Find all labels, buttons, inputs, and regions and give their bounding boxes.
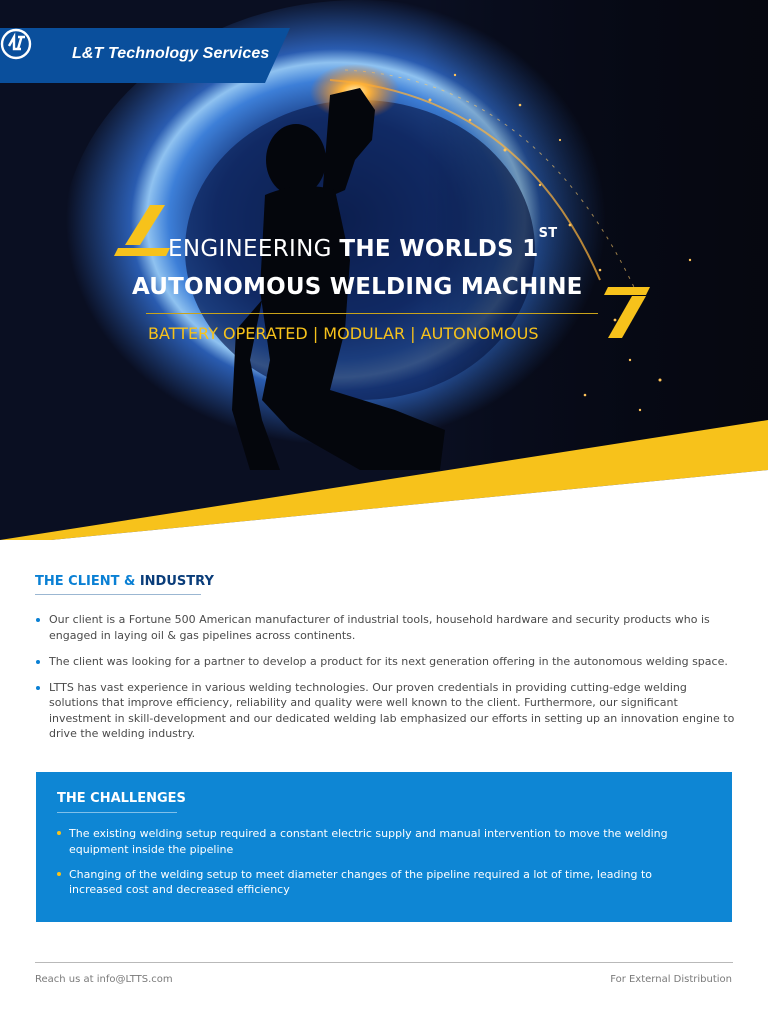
client-heading-main: INDUSTRY [139, 574, 214, 589]
client-bullet-list [35, 612, 735, 752]
lt-logo-icon [0, 28, 32, 60]
list-item: Our client is a Fortune 500 American manufacturer of industrial tools, household hardware and security products who is engaged in laying oil & gas pipelines across continents. [35, 612, 735, 643]
brand-header [0, 28, 290, 83]
footer-distribution-note: For External Distribution [610, 974, 732, 985]
hero-title-divider [146, 313, 598, 314]
hero-title-line-1 [168, 226, 558, 262]
footer-divider [35, 962, 733, 963]
list-item: LTTS has vast experience in various welding technologies. Our proven credentials in providing cutting-edge welding solutions that improve efficiency, reliability and quality were well known to the client. Furthermore, our significant investment in skill-development and our dedicated welding lab emphasized our efforts in setting up an innovation engine to drive the welding industry. [35, 680, 735, 742]
hero-subtitle: BATTERY OPERATED | MODULAR | AUTONOMOUS [148, 324, 539, 343]
challenges-heading-divider [57, 812, 177, 813]
client-heading-divider [35, 594, 201, 595]
footer-contact: Reach us at info@LTTS.com [35, 974, 173, 985]
list-item: The existing welding setup required a constant electric supply and manual intervention to move the welding equipment inside the pipeline [57, 826, 707, 857]
client-industry-heading [35, 574, 214, 589]
brand-name: L&T Technology Services [72, 45, 270, 62]
challenges-heading: THE CHALLENGES [57, 791, 186, 806]
list-item: Changing of the welding setup to meet diameter changes of the pipeline required a lot of time, leading to increased cost and decreased efficiency [57, 867, 707, 898]
hero-title-line-2: AUTONOMOUS WELDING MACHINE [132, 274, 583, 300]
client-heading-accent: THE CLIENT & [35, 574, 136, 589]
challenges-panel [36, 772, 732, 922]
list-item: The client was looking for a partner to develop a product for its next generation offering in the autonomous welding space. [35, 654, 735, 670]
hero-title-bold: THE WORLDS 1 [339, 236, 539, 262]
hero-title-superscript: ST [538, 226, 558, 242]
challenges-bullet-list [57, 826, 707, 907]
hero-title-light: ENGINEERING [168, 236, 332, 262]
